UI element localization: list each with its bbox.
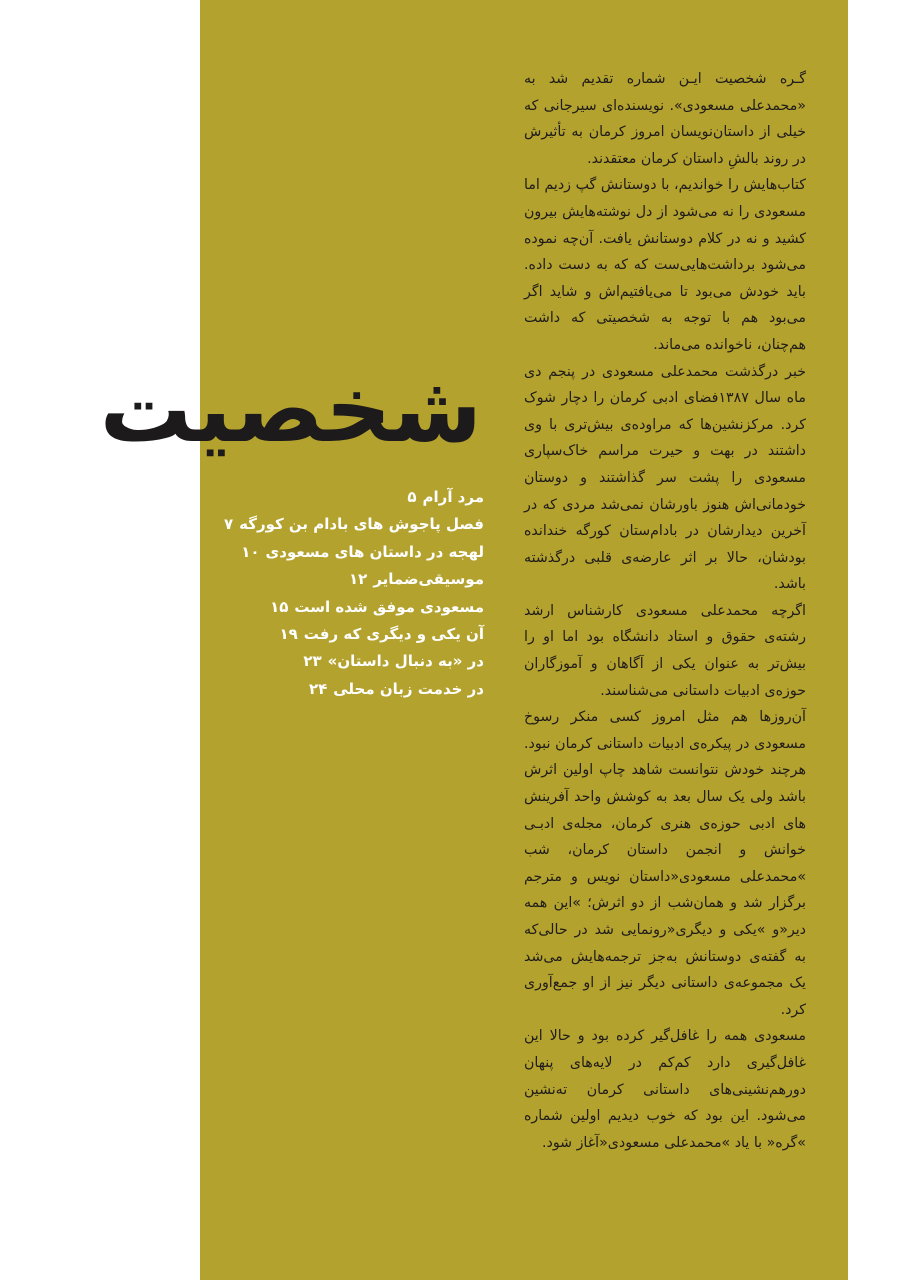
toc-item-page: ۱۹ [279,624,298,643]
toc-item-page: ۱۵ [270,597,289,616]
toc-item[interactable] [204,676,484,703]
toc-item-title: لهجه در داستان های مسعودی [265,542,484,561]
toc-item-title: در خدمت زبان محلی [333,679,484,698]
body-paragraph: اگرچه محمدعلی مسعودی کارشناس ارشد رشته‌ی حقوق و استاد دانشگاه بود اما او را بیش‌تر به عنوان یکی از آگاهان و آموزگاران حوزه‌ی ادبیات داستانی می‌شناسند. [524,602,806,699]
toc-item[interactable] [204,594,484,621]
body-paragraph: آن‌روزها هم مثل امروز کسی منکر رسوخ مسعودی در پیکره‌ی ادبیات داستانی کرمان نبود. هرچند خودش نتوانست شاهد چاپ اولین اثرش باشد ولی یک سال بعد به کوشش واحد آفرینش های ادبی حوزه‌ی هنری کرمان، مجله‌ی ادبـی خوانش و انجمن داستان کرمان، شب »محمدعلی مسعودی«داستان نویس و مترجم برگزار شد و همان‌شب از دو اثرش؛ »این همه دیر«و »یکی و دیگری«رونمایی شد در حالی‌که به گفته‌ی دوستانش به‌جز ترجمه‌هایش می‌شد یک مجموعه‌ی داستانی دیگر نیز از او جمع‌آوری کرد. [524,709,806,1018]
toc-item-page: ۲۴ [308,679,328,698]
toc-item-page: ۲۳ [303,652,322,671]
body-paragraph: مسعودی همه را غافل‌گیر کرده بود و حالا این غافل‌گیری دارد کم‌کم در لایه‌های پنهان دورهم‌نشینی‌های داستانی کرمان ته‌نشین می‌شود. این بود که خوب دیدیم اولین شماره »گره« با یاد »محمدعلی مسعودی«آغاز شود. [524,1028,806,1151]
toc-item-title: در «به دنبال داستان» [327,652,484,671]
toc-item[interactable] [204,539,484,566]
article-body [524,66,806,1156]
toc-item[interactable] [204,648,484,675]
toc-item-title: آن یکی و دیگری که رفت [303,624,484,643]
toc-item[interactable] [204,484,484,511]
toc-item-title: مرد آرام [422,488,484,506]
toc-item-title: فصل پاجوش های بادام بن کورگه [239,515,484,534]
toc-item[interactable] [204,566,484,593]
toc-item-title: مسعودی موفق شده است [294,597,484,616]
body-paragraph: خبر درگذشت محمدعلی مسعودی در پنجم دی ماه سال ۱۳۸۷فضای ادبی کرمان را دچار شوک کرد. مرکزنشین‌ها که مراوده‌ی بیش‌تری با وی داشتند در بهت و حیرت مراسم خاک‌سپاری مسعودی را پشت سر گذاشتند و دوستان خودمانی‌اش هنوز باورشان نمی‌شد مردی که در آخرین دیدارشان در بادام‌ستان کورگه خندانده بودشان، حالا بر اثر عارضه‌ی قلبی درگذشته باشد. [524,363,806,593]
toc-item[interactable] [204,621,484,648]
body-paragraph: گـره شخصیت ایـن شماره تقدیم شد به «محمدعلی مسعودی». نویسنده‌ای سیرجانی که خیلی از داستان‌نویسان امروز کرمان به تأثیرش در روند بالشِ داستان کرمان معتقدند. [524,71,806,167]
toc-item-page: ۷ [223,515,234,534]
body-paragraph: کتاب‌هایش را خواندیم، با دوستانش گپ زدیم اما مسعودی را نه می‌شود از دل نوشته‌هایش بیرون کشید و نه در کلام دوستانش یافت. آن‌چه نموده می‌شود برداشت‌هایی‌ست که که به دست داده. باید خودش می‌بود تا می‌یافتیم‌اش و شاید اگر می‌بود هم با توجه به شخصیتی که داشت هم‌چنان، ناخوانده می‌ماند. [524,177,806,353]
table-of-contents [204,484,484,703]
toc-item-title: موسیقی‌ضمایر [373,570,484,589]
toc-item-page: ۵ [407,488,417,506]
toc-item[interactable] [204,511,484,538]
toc-item-page: ۱۲ [349,570,368,589]
toc-item-page: ۱۰ [241,542,260,561]
section-title: شخصیت [99,356,482,463]
